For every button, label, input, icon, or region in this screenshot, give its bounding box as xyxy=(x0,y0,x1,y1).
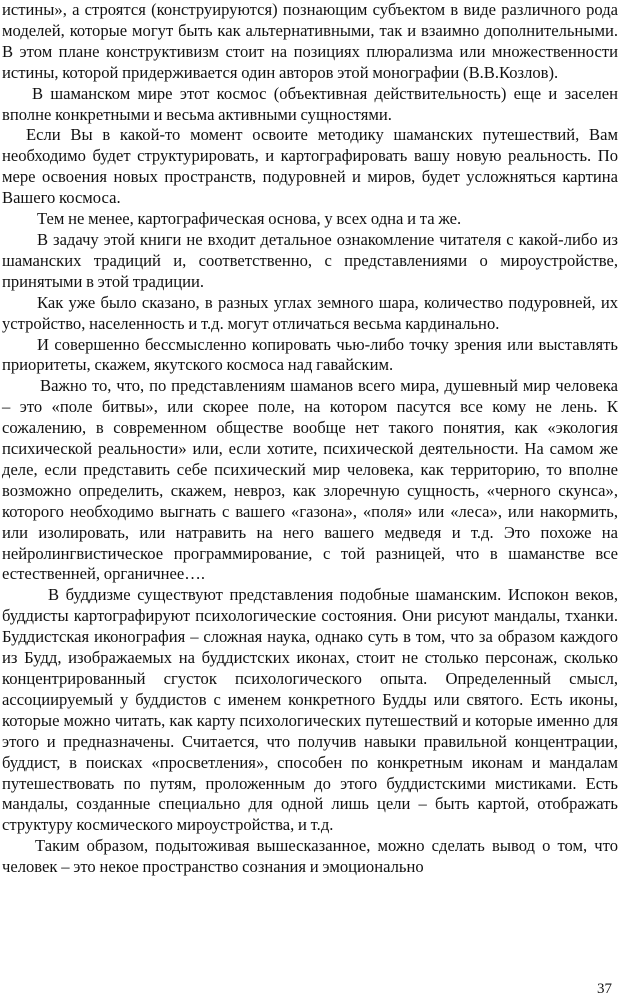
paragraph: Важно то, что, по представлениям шаманов всего мира, душевный мир человека – это «поле битвы», или скорее поле, на котором пасутся все кому не лень. К сожалению, в современном обществе вообще нет такого понятия, как «экология психической реальности» или, если хотите, психической деятельности. На самом же деле, если представить себе психический мир человека, как территорию, то вполне возможно определить, скажем, невроз, как злоречную сущность, «черного скунса», которого необходимо выгнать с вашего «газона», «поля» или «леса», или накормить, или изолировать, или натравить на него вашего медведя и т.д. Это похоже на нейролингвистическое программирование, с той разницей, что в шаманстве все естественней, органичнее…. xyxy=(2,376,618,584)
paragraph: И совершенно бессмысленно копировать чью-либо точку зрения или выставлять приоритеты, скажем, якутского космоса над гавайским. xyxy=(2,334,618,375)
paragraph: Если Вы в какой-то момент освоите методику шаманских путешествий, Вам необходимо будет структурировать, и картографировать вашу новую реальность. По мере освоения новых пространств, подуровней и миров, будет усложняться картина Вашего космоса. xyxy=(2,125,618,208)
paragraph: Таким образом, подытоживая вышесказанное, можно сделать вывод о том, что человек – это некое пространство сознания и эмоционально xyxy=(2,836,618,877)
paragraph: В задачу этой книги не входит детальное ознакомление читателя с какой-либо из шаманских традиций и, соответственно, с представлениями о мироустройстве, принятыми в этой традиции. xyxy=(2,229,618,291)
paragraph: В буддизме существуют представления подобные шаманским. Испокон веков, буддисты картографируют психологические состояния. Они рисуют мандалы, тханки. Буддистская иконография – сложная наука, однако суть в том, что за образом каждого из Будд, изображаемых на буддистских иконах, стоит не столько персонаж, сколько концентрированный сгусток психологического опыта. Определенный смысл, ассоциируемый у буддистов с именем конкретного Будды или святого. Есть иконы, которые можно читать, как карту психологических путешествий и которые именно для этого и предназначены. Считается, что получив навыки правильной концентрации, буддист, в поисках «просветления», способен по конкретным иконам и мандалам путешествовать по путям, проложенным до этого буддистскими мистиками. Есть мандалы, созданные специально для одной лишь цели – быть картой, отображать структуру космического мироустройства, и т.д. xyxy=(2,585,618,835)
paragraph: истины», а строятся (конструируются) познающим субъектом в виде различного рода моделей, которые могут быть как альтернативными, так и взаимно дополнительными. В этом плане конструктивизм стоит на позициях плюрализма или множественности истины, которой придерживается один авторов этой монографии (В.В.Козлов). xyxy=(2,0,618,82)
paragraph: Тем не менее, картографическая основа, у всех одна и та же. xyxy=(37,209,462,229)
page-number: 37 xyxy=(597,981,612,997)
paragraph: В шаманском мире этот космос (объективная действительность) еще и заселен вполне конкретными и весьма активными сущностями. xyxy=(2,83,618,124)
page-body-text xyxy=(2,0,618,878)
paragraph: Как уже было сказано, в разных углах земного шара, количество подуровней, их устройство, населенность и т.д. могут отличаться весьма кардинально. xyxy=(2,292,618,333)
